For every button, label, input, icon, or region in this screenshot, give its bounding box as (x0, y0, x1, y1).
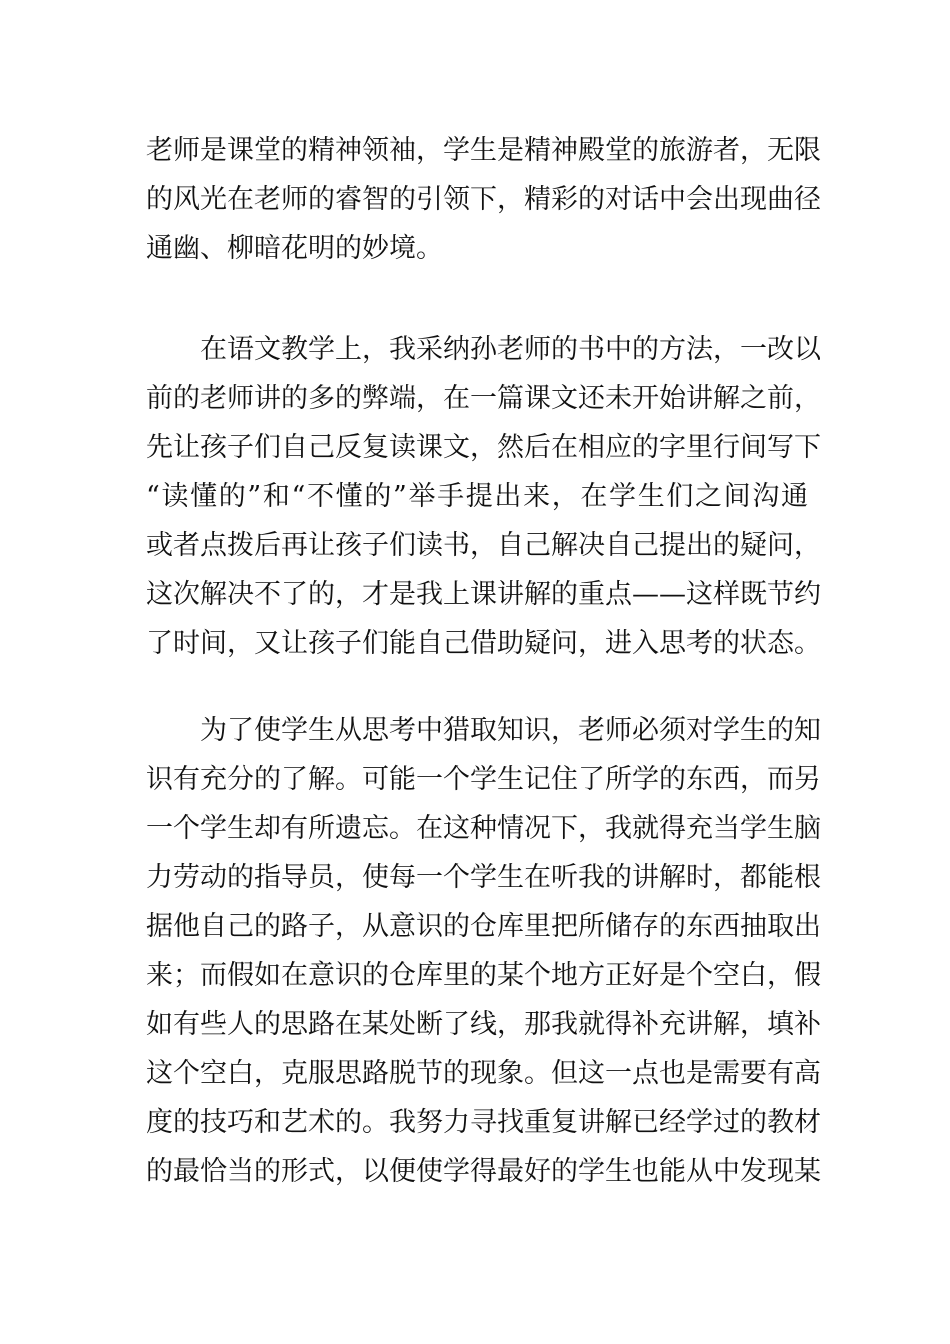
text-line: 的风光在老师的睿智的引领下，精彩的对话中会出现曲径 (146, 184, 821, 215)
text-line: 老师是课堂的精神领袖，学生是精神殿堂的旅游者，无限 (146, 135, 821, 166)
text-line: 先让孩子们自己反复读课文，然后在相应的字里行间写下 (146, 432, 821, 463)
text-line: 通幽、柳暗花明的妙境。 (146, 233, 443, 264)
paragraph-2 (146, 325, 821, 668)
text-line: 这个空白，克服思路脱节的现象。但这一点也是需要有高 (146, 1058, 821, 1089)
text-line: 来；而假如在意识的仓库里的某个地方正好是个空白，假 (146, 960, 821, 991)
text-line: 这次解决不了的，才是我上课讲解的重点——这样既节约 (146, 579, 821, 610)
text-line: 或者点拨后再让孩子们读书，自己解决自己提出的疑问， (146, 530, 821, 561)
text-line: 据他自己的路子，从意识的仓库里把所储存的东西抽取出 (146, 911, 821, 942)
text-line: 力劳动的指导员，使每一个学生在听我的讲解时，都能根 (146, 862, 821, 893)
text-line: 前的老师讲的多的弊端，在一篇课文还未开始讲解之前， (146, 383, 821, 414)
paragraph-3 (146, 706, 821, 1196)
text-line: 一个学生却有所遗忘。在这种情况下，我就得充当学生脑 (146, 813, 821, 844)
text-line: 识有充分的了解。可能一个学生记住了所学的东西，而另 (146, 764, 821, 795)
paragraph-1 (146, 126, 821, 273)
text-line: 度的技巧和艺术的。我努力寻找重复讲解已经学过的教材 (146, 1107, 821, 1138)
text-line: 了时间，又让孩子们能自己借助疑问，进入思考的状态。 (146, 628, 821, 659)
text-line: 如有些人的思路在某处断了线，那我就得补充讲解，填补 (146, 1009, 821, 1040)
text-line: 的最恰当的形式，以便使学得最好的学生也能从中发现某 (146, 1156, 821, 1187)
text-line: 为了使学生从思考中猎取知识，老师必须对学生的知 (146, 715, 821, 746)
text-line: 在语文教学上，我采纳孙老师的书中的方法，一改以 (146, 334, 821, 365)
text-line: “读懂的”和“不懂的”举手提出来，在学生们之间沟通 (146, 481, 808, 512)
